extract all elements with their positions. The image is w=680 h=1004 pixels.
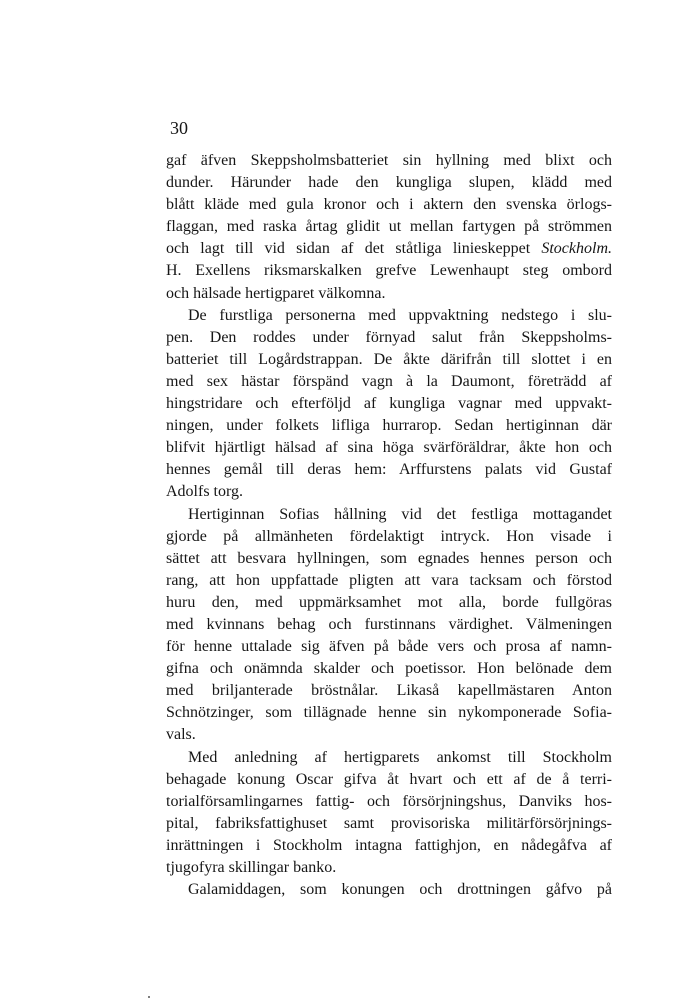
text-line: blifvit hjärtligt hälsad af sina höga svärföräldrar, åkte hon och — [166, 439, 612, 457]
text-line: ningen, under folkets lifliga hurrarop. Sedan hertiginnan där — [166, 417, 612, 435]
paper-speck — [148, 996, 150, 998]
text-line: pital, fabriksfattighuset samt provisoriska militärförsörjnings- — [166, 814, 612, 832]
text-line: gaf äfven Skeppsholmsbatteriet sin hyllning med blixt och — [166, 152, 612, 169]
text-line: hennes gemål till deras hem: Arffurstens palats vid Gustaf — [166, 461, 612, 479]
text-line: inrättningen i Stockholm intagna fattighjon, en nådegåfva af — [166, 836, 612, 854]
text-line: De furstliga personerna med uppvaktning nedstego i slu- — [188, 306, 612, 324]
text-line: tjugofyra skillingar banko. — [166, 859, 337, 876]
text-line: dunder. Härunder hade den kungliga slupen, klädd med — [166, 174, 612, 192]
text-line: torialförsamlingarnes fattig- och försörjningshus, Danviks hos- — [166, 792, 612, 810]
text-line: med briljanterade bröstnålar. Likaså kapellmästaren Anton — [166, 682, 612, 700]
text-line: Hertiginnan Sofias hållning vid det festliga mottagandet — [188, 505, 612, 523]
text-line: huru den, med uppmärksamhet mot alla, borde fullgöras — [166, 593, 612, 611]
text-line: och lagt till vid sidan af det ståtliga linieskeppet Stockholm. — [166, 240, 613, 258]
text-line: gifna och onämnda skalder och poetissor. Hon belönade dem — [166, 660, 612, 678]
text-line: blått kläde med gula kronor och i aktern den svenska örlogs- — [166, 196, 612, 214]
page-number: 30 — [170, 118, 188, 138]
text-line: hingstridare och efterföljd af kungliga vagnar med uppvakt- — [166, 395, 612, 413]
text-line: pen. Den roddes under förnyad salut från Skeppsholms- — [166, 328, 612, 346]
text-line: för henne uttalade sig äfven på både vers och prosa af namn- — [166, 638, 612, 656]
text-line: Adolfs torg. — [166, 483, 244, 501]
text-line: batteriet till Logårdstrappan. De åkte därifrån till slottet i en — [166, 350, 612, 368]
italic-ship-name: Stockholm. — [541, 240, 613, 258]
text-line: sättet att besvara hyllningen, som egnades hennes person och — [166, 549, 612, 567]
text-line: H. Exellens riksmarskalken grefve Lewenhaupt steg ombord — [166, 262, 612, 280]
text-line: Med anledning af hertigparets ankomst till Stockholm — [188, 748, 612, 766]
body-text — [166, 150, 612, 901]
text-line: behagade konung Oscar gifva åt hvart och ett af de å terri- — [166, 770, 612, 788]
text-line: och hälsade hertigparet välkomna. — [166, 284, 386, 302]
text-line: rang, att hon uppfattade pligten att vara tacksam och förstod — [166, 571, 612, 589]
text-line: med kvinnans behag och furstinnans värdighet. Välmeningen — [166, 615, 612, 633]
text-line: gjorde på allmänheten fördelaktigt intryck. Hon visade i — [166, 527, 612, 545]
text-line: Schnötzinger, som tillägnade henne sin nykomponerade Sofia- — [166, 704, 612, 722]
text-line: Galamiddagen, som konungen och drottningen gåfvo på — [188, 881, 612, 899]
text-line: vals. — [166, 726, 196, 744]
text-line: flaggan, med raska årtag glidit ut mellan fartygen på strömmen — [166, 218, 612, 236]
text-line: med sex hästar förspänd vagn à la Daumont, företrädd af — [166, 372, 612, 390]
